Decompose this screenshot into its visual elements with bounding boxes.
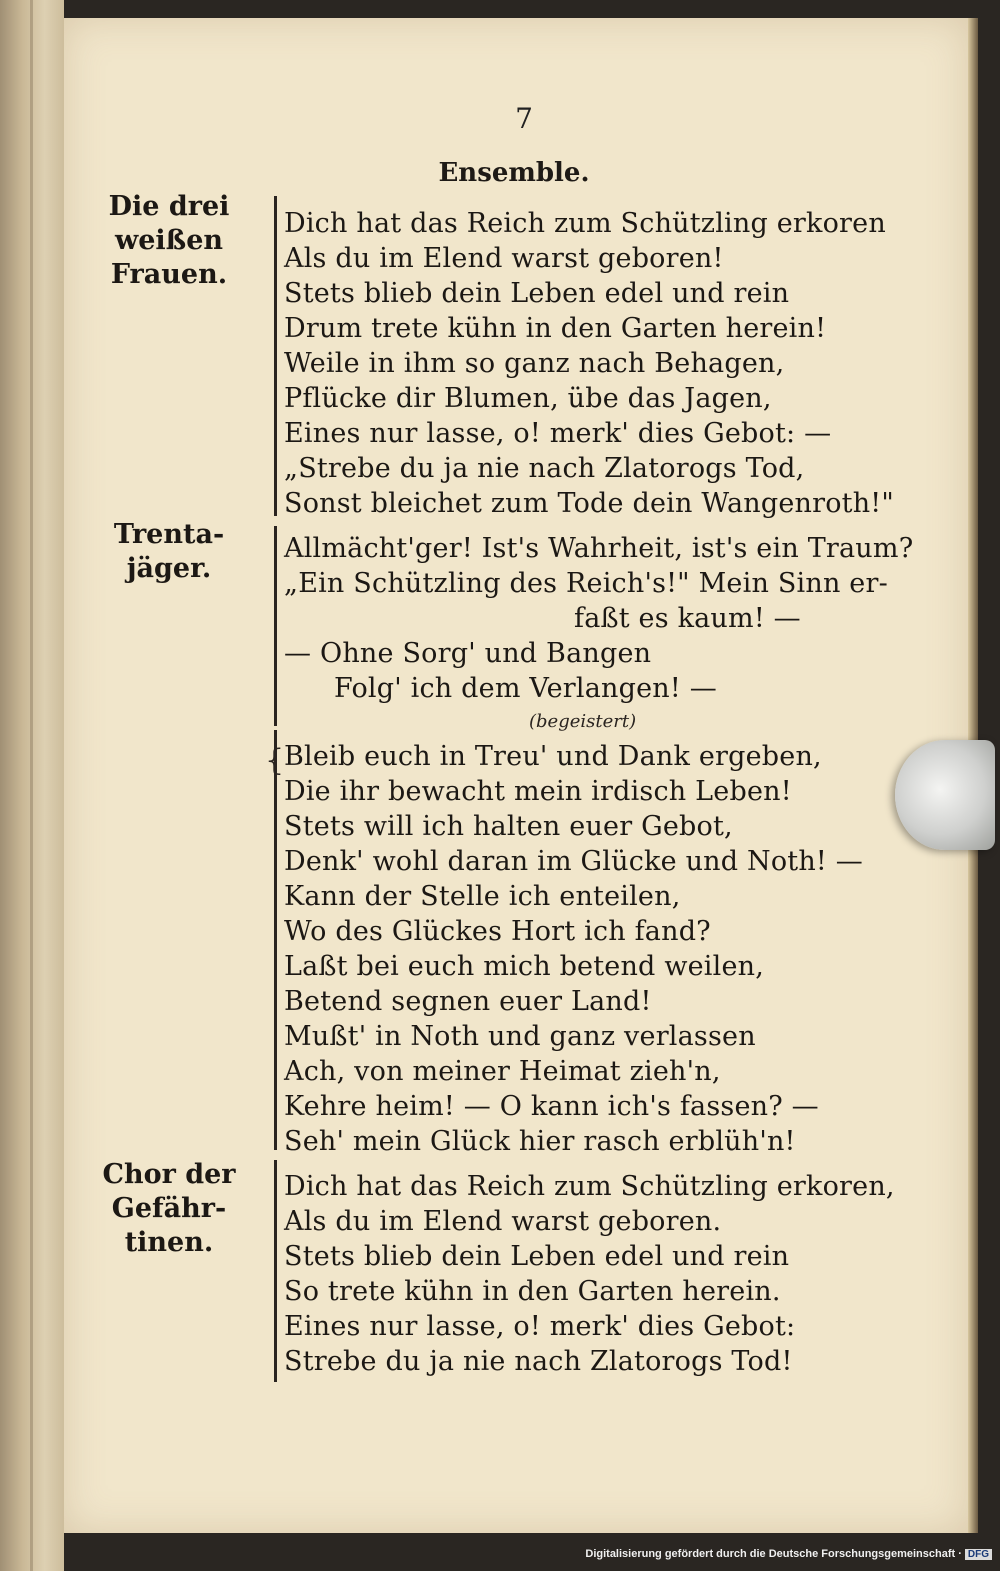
- verse-line: Folg' ich dem Verlangen! —: [334, 673, 717, 704]
- footer-text: Digitalisierung gefördert durch die Deutsche Forschungsgemeinschaft ·: [585, 1548, 962, 1560]
- verse-line: Drum trete kühn in den Garten herein!: [284, 313, 827, 344]
- verse-line: Wo des Glückes Hort ich fand?: [284, 916, 711, 947]
- verse-line: Die ihr bewacht mein irdisch Leben!: [284, 776, 792, 807]
- verse-line: Dich hat das Reich zum Schützling erkoren,: [284, 1171, 895, 1202]
- verse-line: Stets blieb dein Leben edel und rein: [284, 1241, 790, 1272]
- page-fold: [30, 0, 33, 1571]
- verse-line: Denk' wohl daran im Glücke und Noth! —: [284, 846, 863, 877]
- page-number: 7: [515, 102, 533, 135]
- stage-direction: (begeistert): [529, 711, 637, 732]
- bracket-chor: [274, 1160, 277, 1382]
- speaker-line: jäger.: [126, 553, 212, 584]
- verse-line: faßt es kaum! —: [574, 603, 801, 634]
- verse-line: Stets blieb dein Leben edel und rein: [284, 278, 790, 309]
- speaker-line: weißen: [115, 225, 223, 256]
- speaker-chor: [99, 1158, 239, 1260]
- book-page: [64, 18, 968, 1533]
- page-clip: [895, 740, 995, 850]
- verse-line: „Strebe du ja nie nach Zlatorogs Tod,: [284, 453, 805, 484]
- footer-credit: [585, 1548, 992, 1560]
- verse-line: „Ein Schützling des Reich's!" Mein Sinn er-: [284, 568, 888, 599]
- verse-line: Pflücke dir Blumen, übe das Jagen,: [284, 383, 772, 414]
- verse-line: Allmächt'ger! Ist's Wahrheit, ist's ein Traum?: [284, 533, 914, 564]
- section-heading: Ensemble.: [438, 158, 590, 188]
- verse-line: Laßt bei euch mich betend weilen,: [284, 951, 765, 982]
- verse-line: Mußt' in Noth und ganz verlassen: [284, 1021, 756, 1052]
- previous-page-edge: [0, 0, 64, 1571]
- brace-tip: {: [265, 743, 285, 778]
- verse-line: Eines nur lasse, o! merk' dies Gebot: —: [284, 418, 832, 449]
- verse-line: Ach, von meiner Heimat zieh'n,: [284, 1056, 721, 1087]
- verse-line: So trete kühn in den Garten herein.: [284, 1276, 781, 1307]
- speaker-trenta-jaeger: [99, 518, 239, 586]
- verse-line: Betend segnen euer Land!: [284, 986, 652, 1017]
- verse-line: Sonst bleichet zum Tode dein Wangenroth!": [284, 488, 894, 519]
- verse-line: Seh' mein Glück hier rasch erblüh'n!: [284, 1126, 796, 1157]
- verse-line: Strebe du ja nie nach Zlatorogs Tod!: [284, 1346, 793, 1377]
- speaker-drei-frauen: [99, 190, 239, 292]
- speaker-line: Frauen.: [110, 259, 228, 290]
- speaker-line: Gefähr-: [111, 1193, 227, 1224]
- verse-line: Kehre heim! — O kann ich's fassen? —: [284, 1091, 819, 1122]
- speaker-line: Chor der: [102, 1159, 236, 1190]
- verse-line: Dich hat das Reich zum Schützling erkoren: [284, 208, 886, 239]
- verse-line: — Ohne Sorg' und Bangen: [284, 638, 652, 669]
- verse-line: Bleib euch in Treu' und Dank ergeben,: [284, 741, 822, 772]
- bracket-jaeger-verse: [274, 730, 277, 1150]
- speaker-line: Die drei: [108, 191, 230, 222]
- verse-line: Kann der Stelle ich enteilen,: [284, 881, 681, 912]
- verse-line: Weile in ihm so ganz nach Behagen,: [284, 348, 785, 379]
- verse-line: Als du im Elend warst geboren!: [284, 243, 724, 274]
- speaker-line: tinen.: [124, 1227, 214, 1258]
- verse-line: Als du im Elend warst geboren.: [284, 1206, 722, 1237]
- verse-line: Stets will ich halten euer Gebot,: [284, 811, 733, 842]
- verse-line: Eines nur lasse, o! merk' dies Gebot:: [284, 1311, 796, 1342]
- bracket-jaeger: [274, 526, 277, 726]
- bracket-frauen: [274, 196, 277, 516]
- speaker-line: Trenta-: [113, 519, 225, 550]
- dfg-logo: DFG: [965, 1549, 992, 1560]
